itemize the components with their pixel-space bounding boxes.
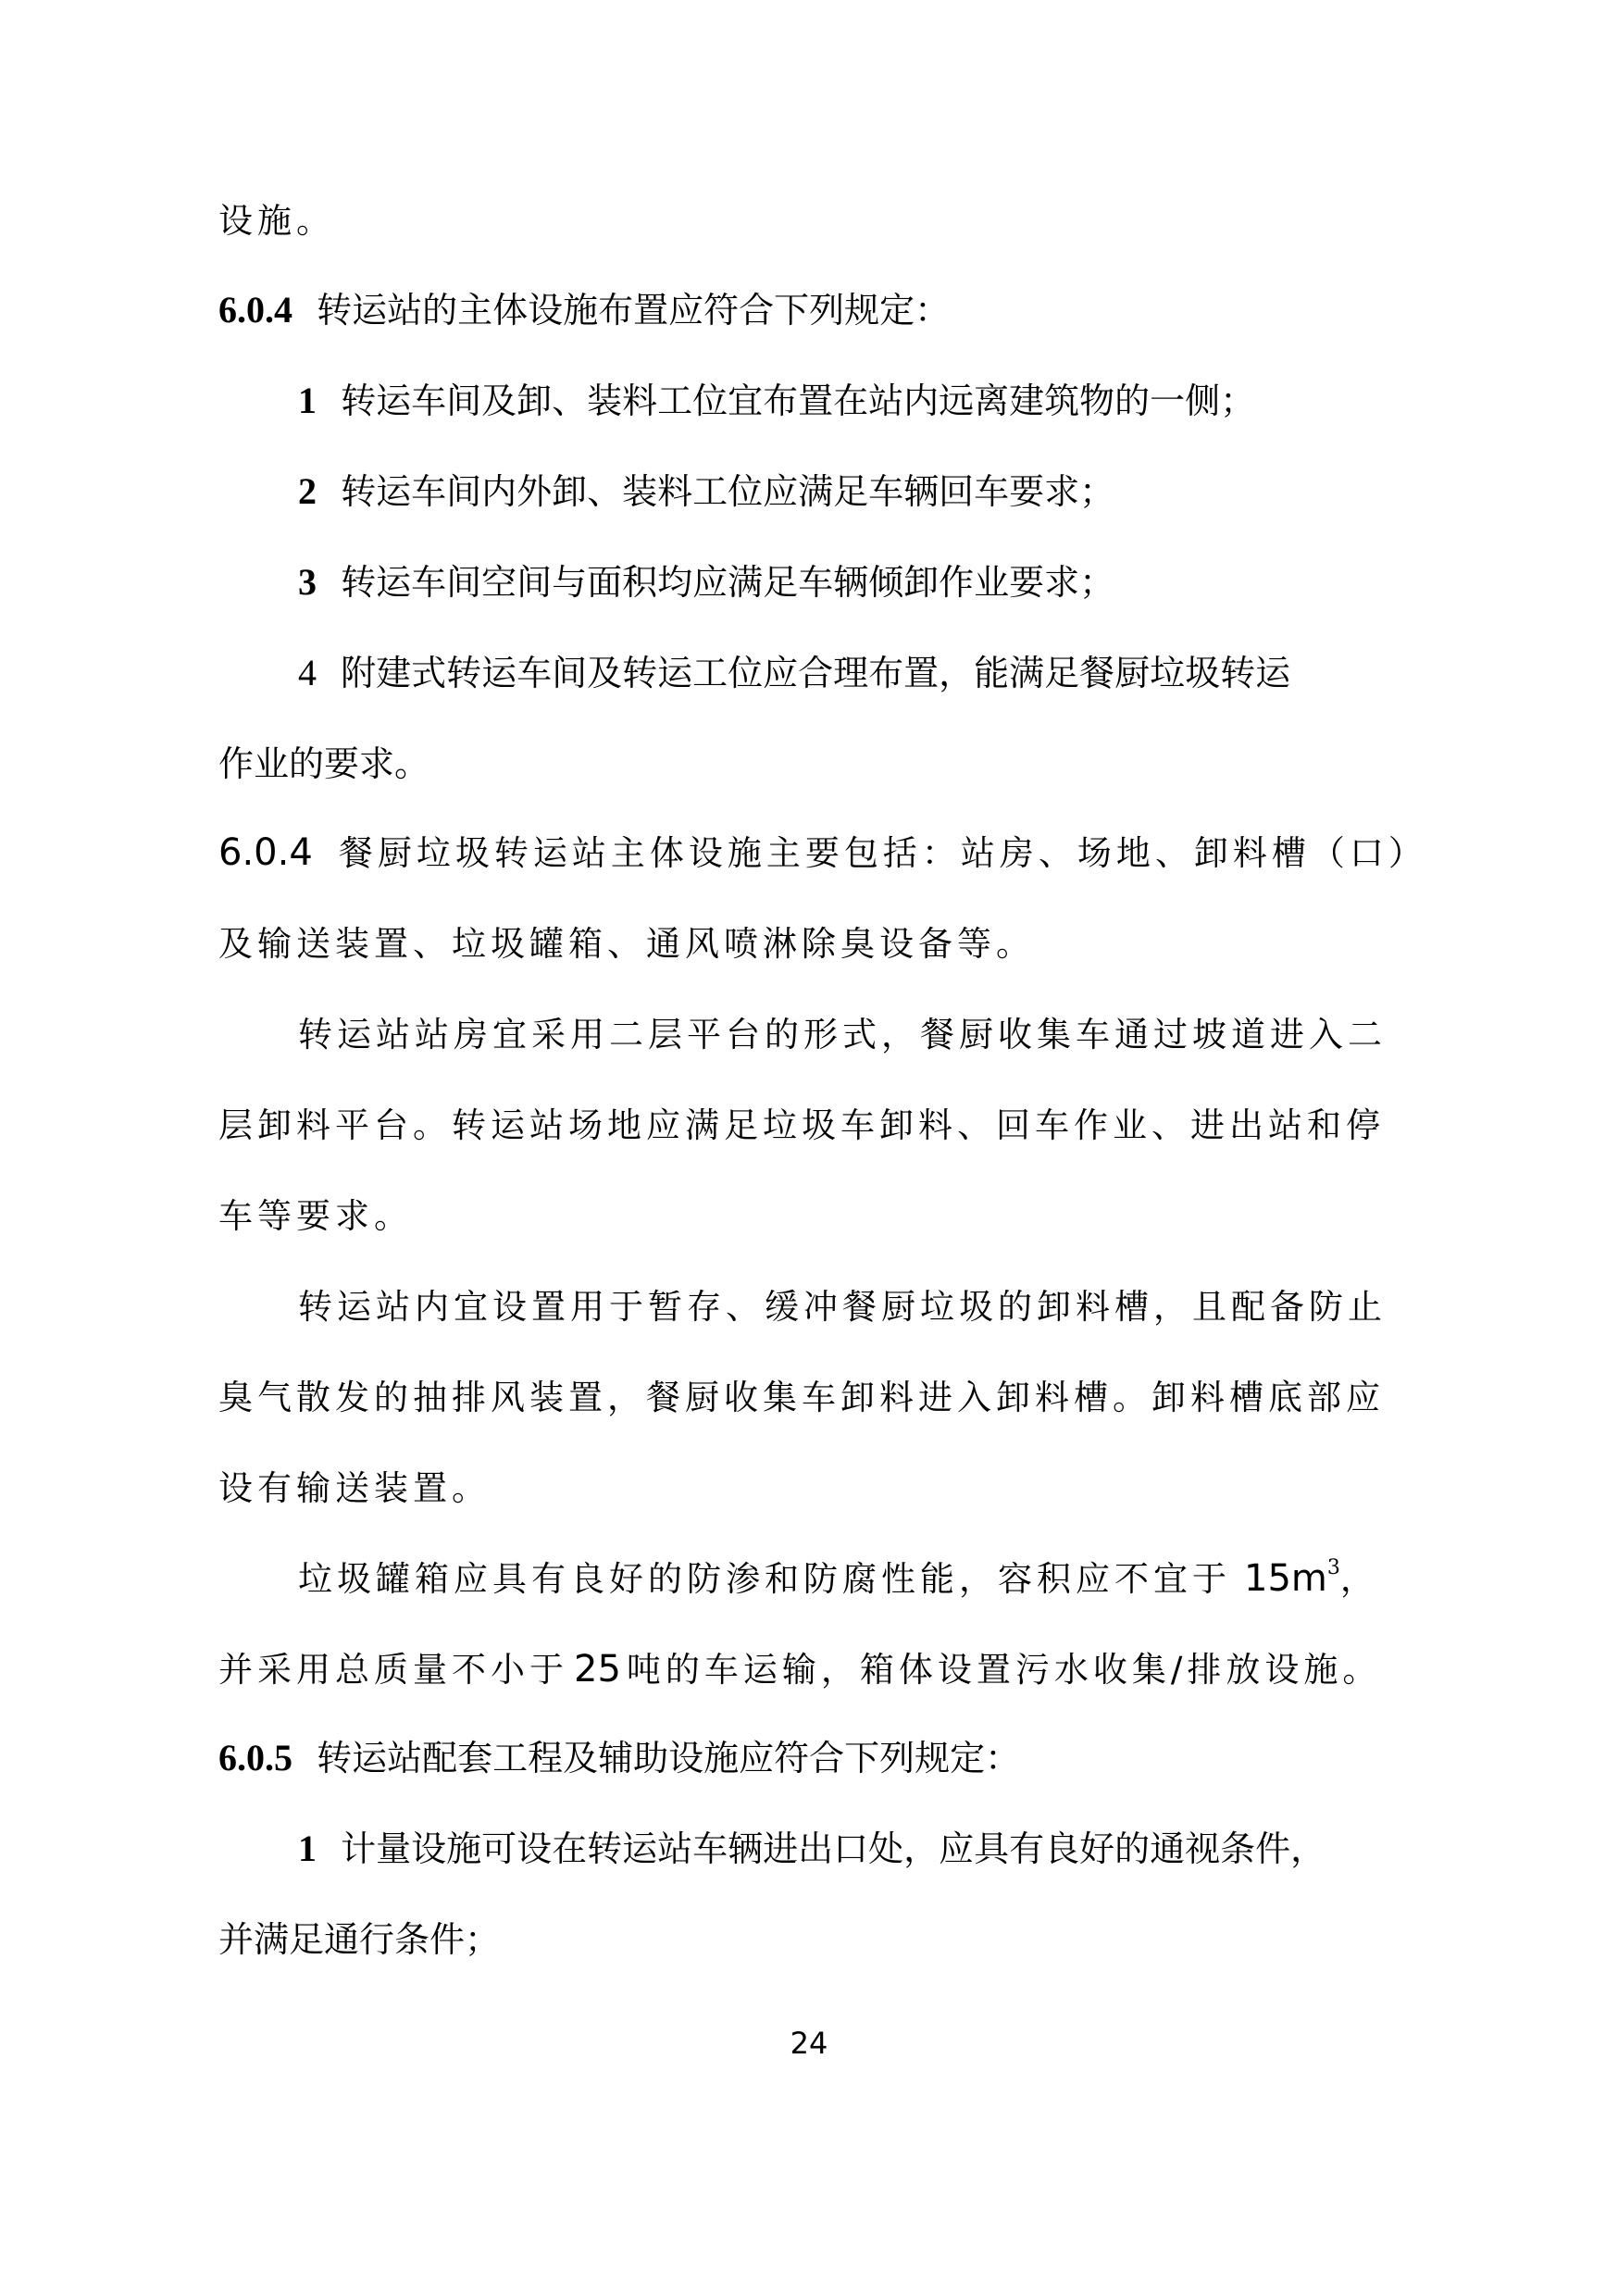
item-text: 计量设施可设在转运站车辆进出口处，应具有良好的通视条件， bbox=[341, 1828, 1326, 1869]
list-item-a2 bbox=[298, 470, 1114, 513]
item-number: 1 bbox=[298, 380, 317, 421]
explanation-text: 垃圾罐箱应具有良好的防渗和防腐性能，容积应不宜于 bbox=[298, 1559, 1231, 1599]
list-item-b1-continuation bbox=[218, 1918, 500, 1961]
list-item-a4-continuation bbox=[218, 742, 429, 785]
explanation-text-end: ， bbox=[1339, 1559, 1379, 1599]
clause-text: 转运站的主体设施布置应符合下列规定： bbox=[317, 290, 951, 331]
item-number: 1 bbox=[298, 1828, 317, 1869]
clause-6-0-4-heading bbox=[218, 289, 950, 331]
text-line-continuation bbox=[218, 199, 335, 243]
list-item-a1 bbox=[298, 380, 1255, 422]
explanation-paragraph-4-line-2 bbox=[218, 1648, 1381, 1691]
item-text: 并满足通行条件； bbox=[218, 1919, 501, 1960]
explanation-paragraph-2-line-3 bbox=[218, 1194, 413, 1238]
explanation-text: 转运站站房宜采用二层平台的形式，餐厨收集车通过坡道进入二 bbox=[298, 1015, 1387, 1054]
explanation-text: 设有输送装置。 bbox=[218, 1468, 491, 1508]
explanation-paragraph-4-line-1 bbox=[298, 1557, 1379, 1601]
item-text: 转运车间空间与面积均应满足车辆倾卸作业要求； bbox=[341, 562, 1115, 603]
clause-number: 6.0.5 bbox=[218, 1737, 292, 1778]
explanation-number: 6.0.4 bbox=[218, 831, 313, 874]
list-item-a4 bbox=[298, 652, 1290, 694]
explanation-text: 餐厨垃圾转运站主体设施主要包括：站房、场地、卸料槽（口） bbox=[338, 833, 1427, 873]
explanation-6-0-4-heading bbox=[218, 831, 1427, 875]
explanation-line bbox=[218, 922, 1035, 966]
line-01-text: 设施。 bbox=[218, 201, 335, 241]
explanation-paragraph-2-line-2 bbox=[218, 1104, 1385, 1147]
explanation-text: 及输送装置、垃圾罐箱、通风喷淋除臭设备等。 bbox=[218, 924, 1035, 964]
explanation-text: 车等要求。 bbox=[218, 1196, 413, 1236]
explanation-text: 转运站内宜设置用于暂存、缓冲餐厨垃圾的卸料槽，且配备防止 bbox=[298, 1287, 1387, 1327]
item-text: 转运车间及卸、装料工位宜布置在站内远离建筑物的一侧； bbox=[341, 381, 1256, 421]
explanation-text: 并采用总质量不小于 bbox=[218, 1650, 568, 1690]
list-item-a3 bbox=[298, 561, 1114, 604]
volume-exponent: 3 bbox=[1326, 1556, 1340, 1579]
clause-text: 转运站配套工程及辅助设施应符合下列规定： bbox=[317, 1738, 1021, 1778]
clause-number: 6.0.4 bbox=[218, 289, 292, 331]
explanation-text: 臭气散发的抽排风装置，餐厨收集车卸料进入卸料槽。卸料槽底部应 bbox=[218, 1378, 1385, 1417]
page-number: 24 bbox=[790, 2026, 828, 2061]
item-text: 附建式转运车间及转运工位应合理布置，能满足餐厨垃圾转运 bbox=[341, 653, 1291, 693]
explanation-text: 吨的车运输，箱体设置污水收集/排放设施。 bbox=[626, 1650, 1382, 1690]
clause-6-0-5-heading bbox=[218, 1737, 1020, 1779]
item-number: 4 bbox=[298, 652, 317, 693]
item-number: 2 bbox=[298, 470, 317, 512]
explanation-paragraph-3-line-1 bbox=[298, 1285, 1387, 1329]
explanation-paragraph-3-line-2 bbox=[218, 1376, 1385, 1419]
weight-value: 25 bbox=[574, 1648, 621, 1691]
volume-value: 15m bbox=[1244, 1557, 1327, 1600]
explanation-text: 层卸料平台。转运站场地应满足垃圾车卸料、回车作业、进出站和停 bbox=[218, 1105, 1385, 1145]
item-text: 转运车间内外卸、装料工位应满足车辆回车要求； bbox=[341, 471, 1115, 512]
list-item-b1 bbox=[298, 1828, 1326, 1870]
explanation-paragraph-2-line-1 bbox=[298, 1013, 1387, 1056]
item-text: 作业的要求。 bbox=[218, 743, 430, 784]
item-number: 3 bbox=[298, 561, 317, 603]
explanation-paragraph-3-line-3 bbox=[218, 1466, 491, 1510]
